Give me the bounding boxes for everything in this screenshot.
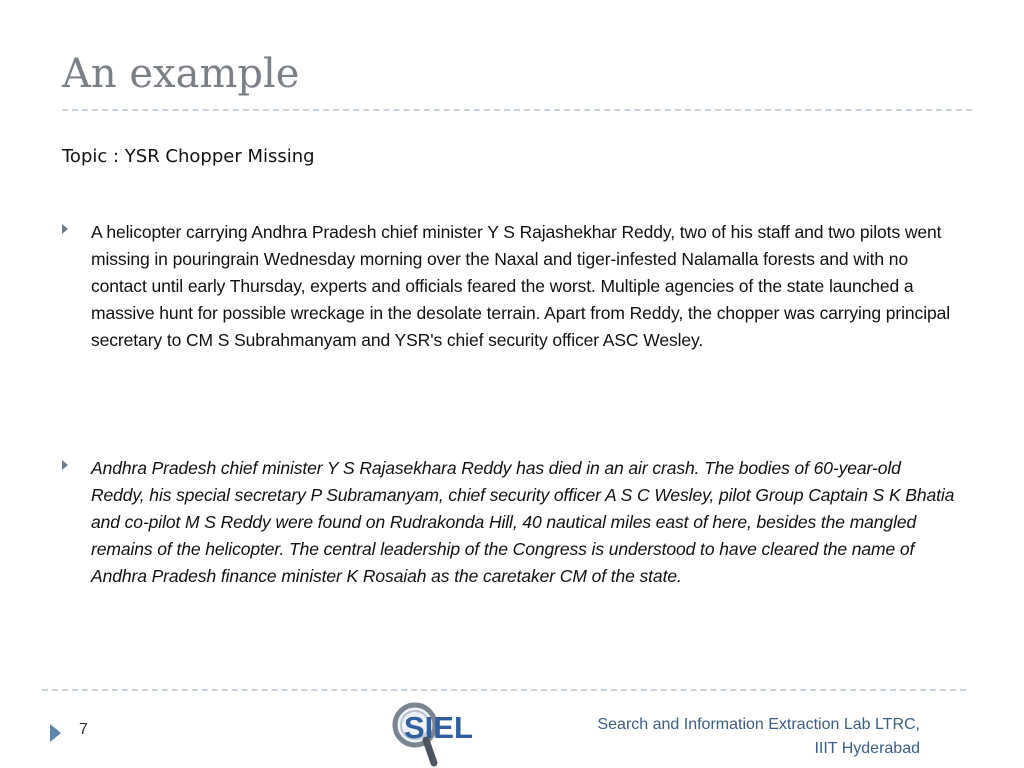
title-divider — [62, 109, 972, 111]
triangle-bullet-icon — [62, 460, 68, 470]
topic-line: Topic : YSR Chopper Missing — [62, 146, 315, 167]
lab-name: Search and Information Extraction Lab LTRC, — [597, 716, 920, 733]
triangle-page-icon — [50, 724, 61, 742]
bullet-item-1 — [62, 219, 957, 354]
bullet-text-2: Andhra Pradesh chief minister Y S Rajasekhara Reddy has died in an air crash. The bodies of 60-year-old Reddy, his special secretary P Subramanyam, chief security officer A S C Wesley, pilot Group Captain S K Bhatia and co-pilot M S Reddy were found on Rudrakonda Hill, 40 nautical miles east of here, besides the mangled remains of the helicopter. The central leadership of the Congress is understood to have cleared the name of Andhra Pradesh finance minister K Rosaiah as the caretaker CM of the state. — [91, 458, 955, 586]
bullet-item-2 — [62, 455, 957, 590]
siel-logo — [390, 697, 502, 767]
triangle-bullet-icon — [62, 224, 68, 234]
page-number: 7 — [79, 721, 88, 738]
institute-name: IIIT Hyderabad — [814, 740, 920, 757]
logo-text: SIEL — [404, 710, 473, 745]
footer-divider — [42, 689, 966, 691]
bullet-text-1: A helicopter carrying Andhra Pradesh chief minister Y S Rajashekhar Reddy, two of his staff and two pilots went missing in pouringrain Wednesday morning over the Naxal and tiger-infested Nalamalla forests and with no contact until early Thursday, experts and officials feared the worst. Multiple agencies of the state launched a massive hunt for possible wreckage in the desolate terrain. Apart from Reddy, the chopper was carrying principal secretary to CM S Subrahmanyam and YSR's chief security officer ASC Wesley. — [91, 222, 951, 350]
slide-title: An example — [62, 51, 300, 97]
